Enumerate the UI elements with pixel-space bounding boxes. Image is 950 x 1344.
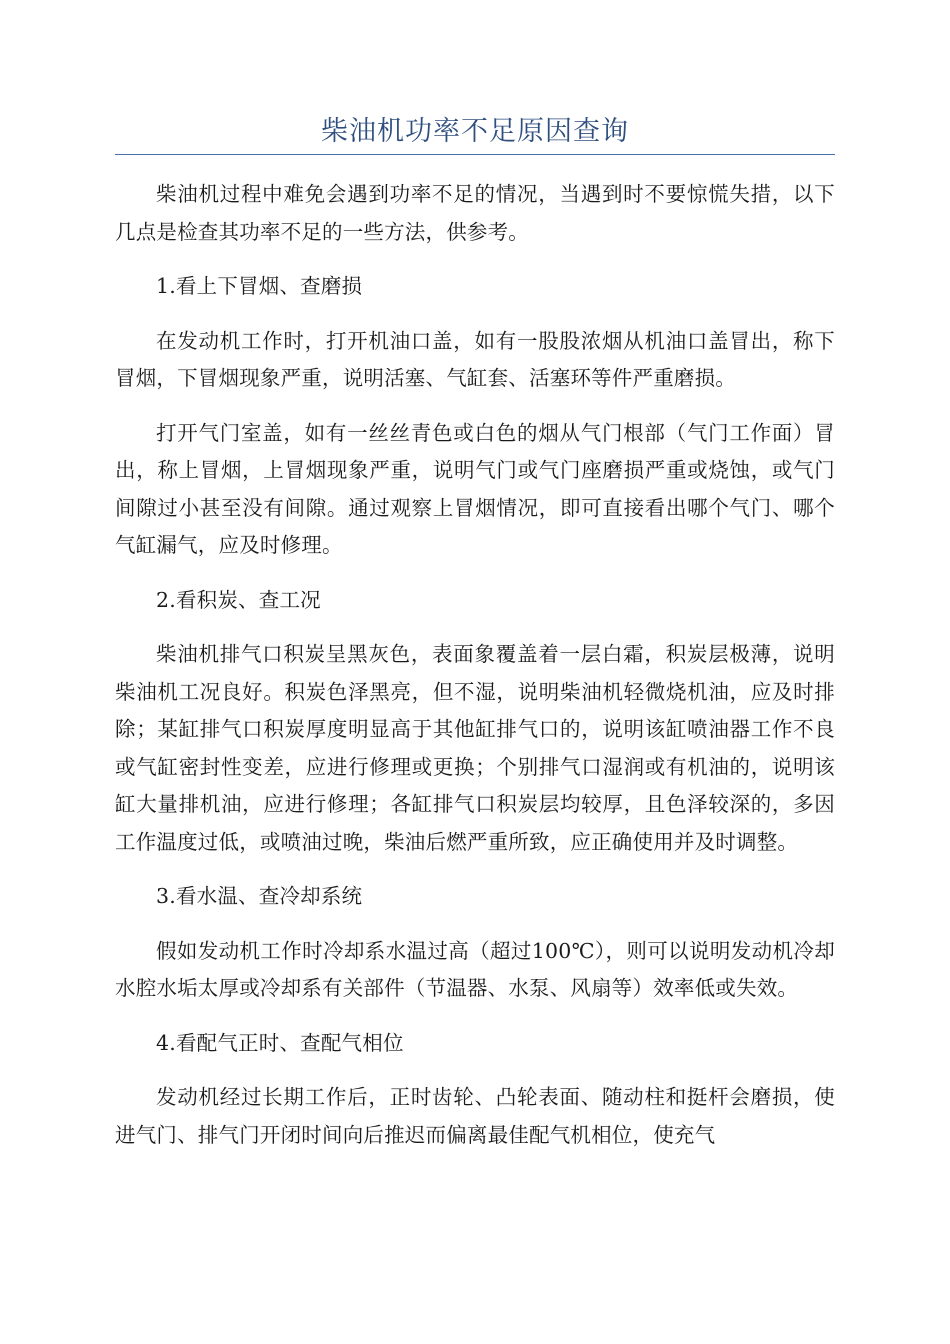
section-heading-2: 2.看积炭、查工况 [156, 587, 321, 612]
document-body [115, 176, 835, 1171]
section-heading-3: 3.看水温、查冷却系统 [156, 884, 363, 908]
section-2-paragraph: 柴油机排气口积炭呈黑灰色，表面象覆盖着一层白霜，积炭层极薄，说明柴油机工况良好。积炭色泽黑亮，但不湿，说明柴油机轻微烧机油，应及时排除；某缸排气口积炭厚度明显高于其他缸排气口的，说明该缸喷油器工作不良或气缸密封性变差，应进行修理或更换；个别排气口湿润或有机油的，说明该缸大量排机油，应进行修理；各缸排气口积炭层均较厚，且色泽较深的，多因工作温度过低，或喷油过晚，柴油后燃严重所致，应正确使用并及时调整。 [115, 642, 835, 854]
section-1-paragraph-2: 打开气门室盖，如有一丝丝青色或白色的烟从气门根部（气门工作面）冒出，称上冒烟，上冒烟现象严重，说明气门或气门座磨损严重或烧蚀，或气门间隙过小甚至没有间隙。通过观察上冒烟情况，即可直接看出哪个气门、哪个气缸漏气，应及时修理。 [115, 420, 835, 557]
title-underline [115, 154, 835, 155]
section-4-paragraph: 发动机经过长期工作后，正时齿轮、凸轮表面、随动柱和挺杆会磨损，使进气门、排气门开闭时间向后推迟而偏离最佳配气机相位，使充气 [115, 1085, 835, 1147]
intro-paragraph: 柴油机过程中难免会遇到功率不足的情况，当遇到时不要惊慌失措，以下几点是检查其功率不足的一些方法，供参考。 [115, 182, 835, 244]
section-3-paragraph: 假如发动机工作时冷却系水温过高（超过100℃），则可以说明发动机冷却水腔水垢太厚或冷却系有关部件（节温器、水泵、风扇等）效率低或失效。 [115, 938, 835, 1000]
section-heading-1: 1.看上下冒烟、查磨损 [156, 274, 363, 298]
document-title: 柴油机功率不足原因查询 [321, 116, 629, 147]
section-1-paragraph-1: 在发动机工作时，打开机油口盖，如有一股股浓烟从机油口盖冒出，称下冒烟，下冒烟现象严重，说明活塞、气缸套、活塞环等件严重磨损。 [115, 328, 835, 390]
section-heading-4: 4.看配气正时、查配气相位 [156, 1030, 404, 1055]
